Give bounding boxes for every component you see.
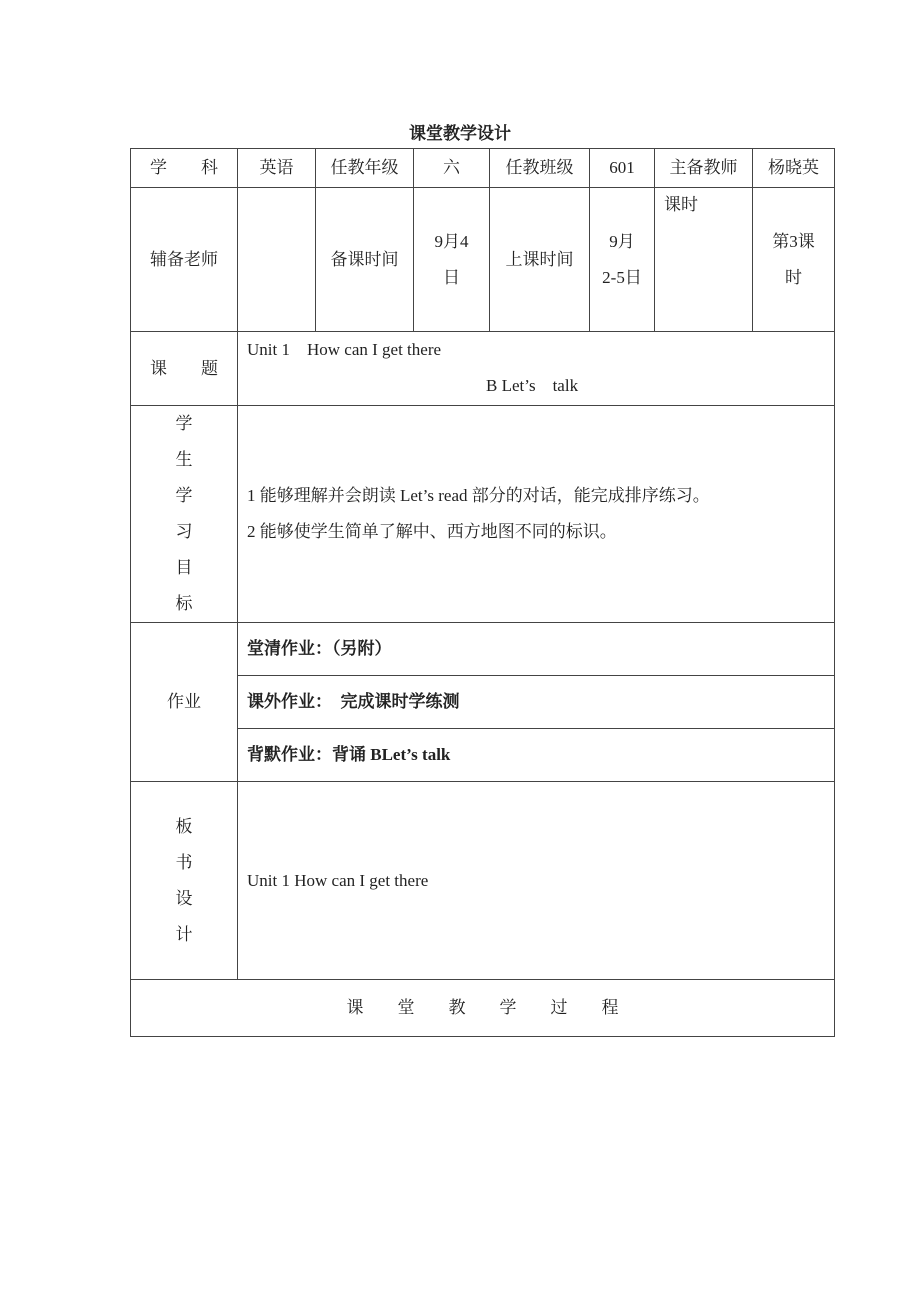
goals-content xyxy=(237,405,835,623)
goal-item: 1 能够理解并会朗读 Let’s read 部分的对话，能完成排序练习。 xyxy=(247,486,710,505)
homework-label: 作业 xyxy=(130,622,238,782)
assistant-label: 辅备老师 xyxy=(130,187,238,332)
grade-value: 六 xyxy=(413,148,490,188)
prep-time-label: 备课时间 xyxy=(315,187,414,332)
period-value xyxy=(752,187,835,332)
grade-label: 任教年级 xyxy=(315,148,414,188)
goal-item: 2 能够使学生简单了解中、西方地图不同的标识。 xyxy=(247,522,617,541)
period-line1: 第3课 xyxy=(772,231,815,251)
homework-after-class: 课外作业： 完成课时学练测 xyxy=(237,675,835,729)
lead-teacher-label: 主备教师 xyxy=(654,148,753,188)
topic-label: 课 题 xyxy=(130,331,238,406)
homework-recite: 背默作业：背诵 BLet’s talk xyxy=(237,728,835,782)
assistant-value xyxy=(237,187,316,332)
board-content: Unit 1 How can I get there xyxy=(237,781,835,980)
goals-label xyxy=(130,405,238,623)
class-label: 任教班级 xyxy=(489,148,590,188)
class-date-line1: 9月 xyxy=(609,231,635,251)
topic-line2: B Let’s talk xyxy=(486,376,579,395)
board-label xyxy=(130,781,238,980)
board-label-char: 计 xyxy=(175,924,193,944)
topic-value xyxy=(237,331,835,406)
goals-label-char: 学 xyxy=(175,414,193,433)
prep-date xyxy=(413,187,490,332)
subject-value: 英语 xyxy=(237,148,316,188)
subject-label: 学 科 xyxy=(130,148,238,188)
topic-line1: Unit 1 How can I get there xyxy=(247,340,442,359)
process-heading: 课 堂 教 学 过 程 xyxy=(130,979,835,1037)
class-time-label: 上课时间 xyxy=(489,187,590,332)
class-date-line2: 2-5日 xyxy=(602,267,642,287)
period-label: 课时 xyxy=(654,187,753,332)
class-date xyxy=(589,187,655,332)
board-label-char: 板 xyxy=(175,816,193,836)
prep-date-line2: 日 xyxy=(443,267,460,287)
goals-label-char: 生 xyxy=(175,450,193,469)
period-line2: 时 xyxy=(785,267,802,287)
class-value: 601 xyxy=(589,148,655,188)
goals-label-char: 学 xyxy=(175,486,193,505)
prep-date-line1: 9月4 xyxy=(434,231,469,251)
board-label-char: 书 xyxy=(175,852,193,872)
goals-label-char: 目 xyxy=(175,558,193,577)
goals-label-char: 标 xyxy=(175,594,193,613)
page-title: 课堂教学设计 xyxy=(409,124,511,143)
homework-in-class: 堂清作业：（另附） xyxy=(237,622,835,676)
goals-label-char: 习 xyxy=(175,522,193,541)
lead-teacher-value: 杨晓英 xyxy=(752,148,835,188)
board-label-char: 设 xyxy=(175,888,193,908)
